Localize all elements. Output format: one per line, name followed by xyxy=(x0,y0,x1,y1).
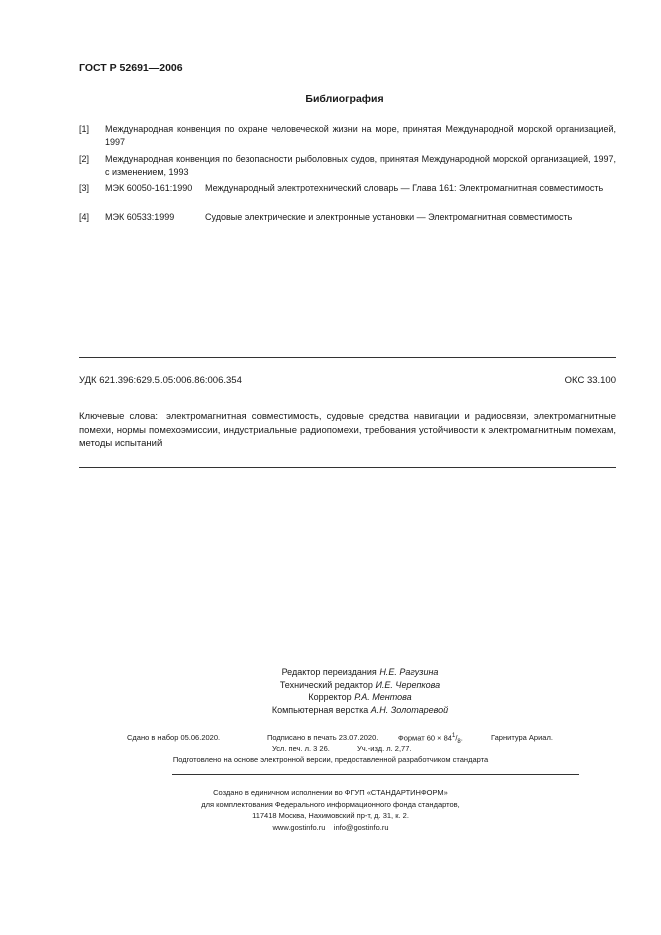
bibliography-item xyxy=(79,211,616,224)
bibliography-item-text: Международный электротехнический словарь — Глава 161: Электромагнитная совместимость xyxy=(205,183,604,193)
imprint-publ-sheets: Уч.-изд. л. 2,77. xyxy=(357,744,412,753)
bibliography-item-code: МЭК 60050-161:1990 xyxy=(105,183,193,193)
document-code: ГОСТ Р 52691—2006 xyxy=(79,62,183,74)
staff-name: А.Н. Золотаревой xyxy=(370,704,449,715)
staff-line xyxy=(210,666,510,679)
footer-line: Создано в единичном исполнении во ФГУП «СТАНДАРТИНФОРМ» xyxy=(213,788,448,797)
footer-contacts xyxy=(0,822,661,834)
imprint-format-prefix: Формат 60 × 84 xyxy=(398,733,452,743)
staff-name: Р.А. Ментова xyxy=(354,692,412,702)
staff-line xyxy=(210,691,510,704)
staff-role: Компьютерная верстка xyxy=(271,704,369,715)
imprint-font: Гарнитура Ариал. xyxy=(491,733,553,742)
staff-role: Технический редактор xyxy=(279,679,373,690)
keywords xyxy=(79,410,616,451)
keywords-text: электромагнитная совместимость, судовые средства навигации и радиосвязи, электромагнитные помехи, нормы помехоэмиссии, индустриальные радиопомехи, требования устойчивости к электромагнитным помехам, методы испытаний xyxy=(79,411,617,449)
imprint-submitted: Сдано в набор 05.06.2020. xyxy=(127,733,221,742)
imprint-signed: Подписано в печать 23.07.2020. xyxy=(267,733,379,742)
imprint-format-sub: 8 xyxy=(457,739,461,745)
staff-role: Редактор переиздания xyxy=(281,667,377,677)
bibliography-item xyxy=(79,123,616,149)
oks-code: ОКС 33.100 xyxy=(564,375,616,386)
bibliography-item xyxy=(79,153,616,179)
bibliography-item-text: Международная конвенция по безопасности рыболовных судов, принятая Международной морской организацией, 1997, с изменением, 1993 xyxy=(105,154,616,177)
imprint-format-slash: / xyxy=(455,733,458,743)
bibliography-title xyxy=(0,93,661,105)
imprint-format-sup: 1 xyxy=(451,733,456,739)
bibliography-title-text: Библиография xyxy=(305,93,384,105)
website-link[interactable]: www.gostinfo.ru xyxy=(272,822,326,832)
bibliography-item-text: Международная конвенция по охране человеческой жизни на море, принятая Международной морской организацией, 1997 xyxy=(105,124,616,147)
divider xyxy=(79,357,616,358)
bibliography-item-number: [3] xyxy=(79,183,90,193)
email-link[interactable]: info@gostinfo.ru xyxy=(333,822,389,832)
divider xyxy=(172,774,579,775)
staff-name: И.Е. Черепкова xyxy=(375,679,441,690)
udk-code: УДК 621.396:629.5.05:006.86:006.354 xyxy=(79,375,242,386)
bibliography-item-number: [1] xyxy=(79,124,90,134)
bibliography-item-number: [2] xyxy=(79,154,90,164)
staff-line xyxy=(210,679,510,692)
footer-line: 117418 Москва, Нахимовский пр-т, д. 31, к. 2. xyxy=(252,811,409,820)
bibliography-item-text: Судовые электрические и электронные установки — Электромагнитная совместимость xyxy=(205,212,573,222)
imprint-prepared: Подготовлено на основе электронной версии, предоставленной разработчиком стандарта xyxy=(172,755,489,764)
imprint-format-suffix: . xyxy=(460,733,463,743)
footer-line: для комплектования Федерального информационного фонда стандартов, xyxy=(201,799,460,809)
keywords-label: Ключевые слова: xyxy=(79,411,159,422)
divider xyxy=(79,467,616,468)
bibliography-item xyxy=(79,182,616,195)
staff-name: Н.Е. Рагузина xyxy=(379,667,439,677)
bibliography-item-code: МЭК 60533:1999 xyxy=(105,212,175,222)
staff-line xyxy=(210,704,510,717)
staff-role: Корректор xyxy=(308,692,352,702)
imprint-print-sheets: Усл. печ. л. 3 26. xyxy=(272,744,330,753)
bibliography-item-number: [4] xyxy=(79,212,90,222)
